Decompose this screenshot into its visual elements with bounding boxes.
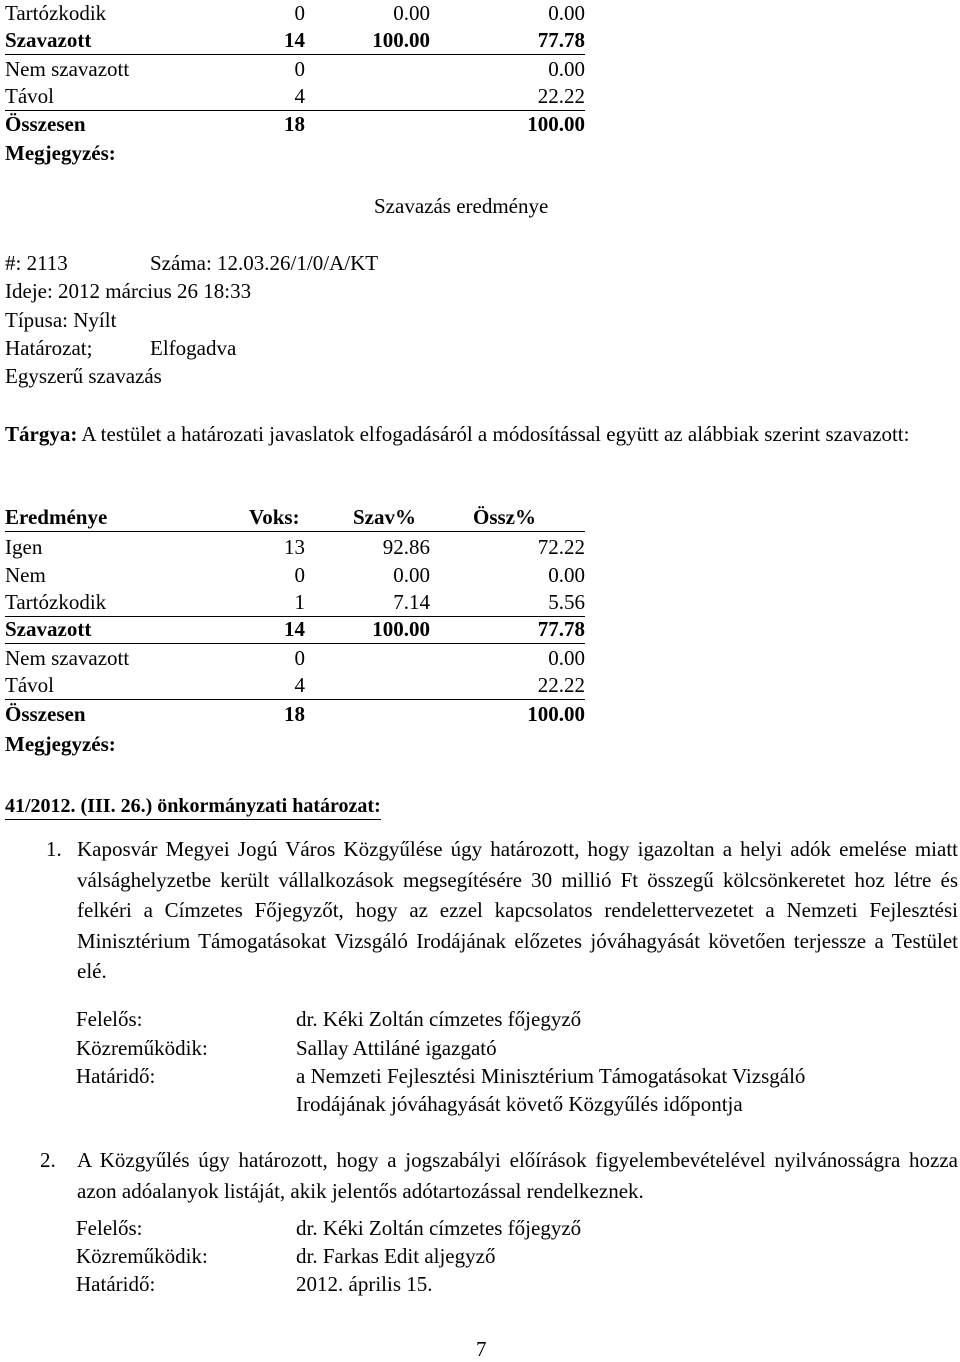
row-ossz: 0.00	[548, 1, 585, 25]
row-ossz: 0.00	[548, 563, 585, 587]
row-label: Tartózkodik	[5, 1, 107, 25]
kozremukodik-label: Közreműködik:	[76, 1244, 208, 1268]
table-row	[5, 0, 585, 27]
hatarido-label: Határidő:	[76, 1064, 156, 1088]
row-ossz: 0.00	[548, 646, 585, 670]
row-label: Tartózkodik	[5, 590, 107, 614]
row-ossz: 72.22	[537, 535, 585, 559]
vote-szama: Száma: 12.03.26/1/0/A/KT	[150, 251, 379, 275]
row-voks: 18	[284, 112, 305, 136]
hatarido-value-cont: Irodájának jóváhagyását követő Közgyűlés időpontja	[296, 1092, 743, 1116]
note-label: Megjegyzés:	[5, 141, 116, 165]
header-szav: Szav%	[353, 505, 416, 529]
row-ossz: 100.00	[527, 112, 585, 136]
table-row	[5, 533, 585, 561]
table-row	[5, 561, 585, 589]
row-ossz: 0.00	[548, 57, 585, 81]
table-row	[5, 82, 585, 111]
item-number: 2.	[40, 1148, 56, 1172]
row-voks: 4	[294, 84, 305, 108]
item-number: 1.	[46, 837, 62, 861]
table-row	[5, 55, 585, 83]
row-szav: 7.14	[393, 590, 430, 614]
row-ossz: 100.00	[527, 702, 585, 726]
row-label: Távol	[5, 84, 54, 108]
vote-hatarozat-value: Elfogadva	[150, 336, 237, 360]
row-label: Nem	[5, 563, 46, 587]
row-szav: 100.00	[372, 28, 430, 52]
row-voks: 0	[294, 646, 305, 670]
row-szav: 0.00	[393, 1, 430, 25]
targya-text: A testület a határozati javaslatok elfogadásáról a módosítással együtt az alábbiak szerint szavazott:	[77, 422, 910, 446]
table-row	[5, 644, 585, 672]
row-ossz: 22.22	[537, 673, 585, 697]
targya-paragraph	[5, 420, 958, 448]
row-ossz: 22.22	[537, 84, 585, 108]
header-eredmenye: Eredménye	[5, 505, 108, 529]
row-ossz: 77.78	[537, 617, 585, 641]
felelos-value: dr. Kéki Zoltán címzetes főjegyző	[296, 1216, 582, 1240]
row-szav: 100.00	[372, 617, 430, 641]
row-ossz: 77.78	[537, 28, 585, 52]
kozremukodik-label: Közreműködik:	[76, 1036, 208, 1060]
row-voks: 18	[284, 702, 305, 726]
item-text: Kaposvár Megyei Jogú Város Közgyűlése úgy határozott, hogy igazoltan a helyi adók emelése miatt válsághelyzetbe került vállalkozások megsegítésére 30 millió Ft összegű kölcsönkeretet hoz létre és felkéri a Címzetes Főjegyzőt, hogy az ezzel kapcsolatos rendelettervezetet a Nemzeti Fejlesztési Minisztérium Támogatásokat Vizsgáló Irodájának előzetes jóváhagyását követően terjessze a Testület elé.	[77, 837, 958, 983]
row-voks: 13	[284, 535, 305, 559]
table-row	[5, 588, 585, 617]
row-label: Nem szavazott	[5, 646, 130, 670]
row-label: Szavazott	[5, 28, 92, 52]
row-voks: 0	[294, 1, 305, 25]
page-number: 7	[476, 1337, 487, 1361]
row-voks: 0	[294, 563, 305, 587]
row-voks: 1	[294, 590, 305, 614]
row-label: Távol	[5, 673, 54, 697]
header-ossz: Össz%	[473, 505, 536, 529]
felelos-label: Felelős:	[76, 1007, 143, 1031]
hatarido-label: Határidő:	[76, 1272, 156, 1296]
row-label: Összesen	[5, 112, 86, 136]
kozremukodik-value: dr. Farkas Edit aljegyző	[296, 1244, 496, 1268]
hatarido-value: 2012. április 15.	[296, 1272, 433, 1296]
resolution-title: 41/2012. (III. 26.) önkormányzati határozat:	[5, 794, 381, 820]
row-label: Összesen	[5, 702, 86, 726]
row-szav: 0.00	[393, 563, 430, 587]
row-label: Szavazott	[5, 617, 92, 641]
table-row	[5, 110, 585, 138]
felelos-value: dr. Kéki Zoltán címzetes főjegyző	[296, 1007, 582, 1031]
felelos-label: Felelős:	[76, 1216, 143, 1240]
row-szav: 92.86	[382, 535, 430, 559]
row-voks: 4	[294, 673, 305, 697]
row-voks: 0	[294, 57, 305, 81]
row-voks: 14	[284, 28, 305, 52]
table-row	[5, 671, 585, 700]
header-voks: Voks:	[249, 505, 300, 529]
row-voks: 14	[284, 617, 305, 641]
hatarido-value: a Nemzeti Fejlesztési Minisztérium Támogatásokat Vizsgáló	[296, 1064, 806, 1088]
item-text: A Közgyűlés úgy határozott, hogy a jogszabályi előírások figyelembevételével nyilvánosságra hozza azon adóalanyok listáját, akik jelentős adótartozással rendelkeznek.	[77, 1148, 958, 1203]
table-row	[5, 700, 585, 728]
targya-label: Tárgya:	[5, 422, 78, 446]
table-row	[5, 26, 585, 55]
table-header	[5, 503, 585, 532]
note-label: Megjegyzés:	[5, 732, 116, 756]
section-title: Szavazás eredménye	[374, 194, 549, 218]
vote-ideje: Ideje: 2012 március 26 18:33	[5, 279, 252, 303]
vote-hatarozat-label: Határozat;	[5, 336, 93, 360]
vote-number: #: 2113	[5, 251, 68, 275]
row-label: Igen	[5, 535, 43, 559]
vote-tipusa: Típusa: Nyílt	[5, 308, 117, 332]
kozremukodik-value: Sallay Attiláné igazgató	[296, 1036, 497, 1060]
row-ossz: 5.56	[548, 590, 585, 614]
row-label: Nem szavazott	[5, 57, 130, 81]
table-row	[5, 615, 585, 644]
vote-mode: Egyszerű szavazás	[5, 364, 162, 388]
